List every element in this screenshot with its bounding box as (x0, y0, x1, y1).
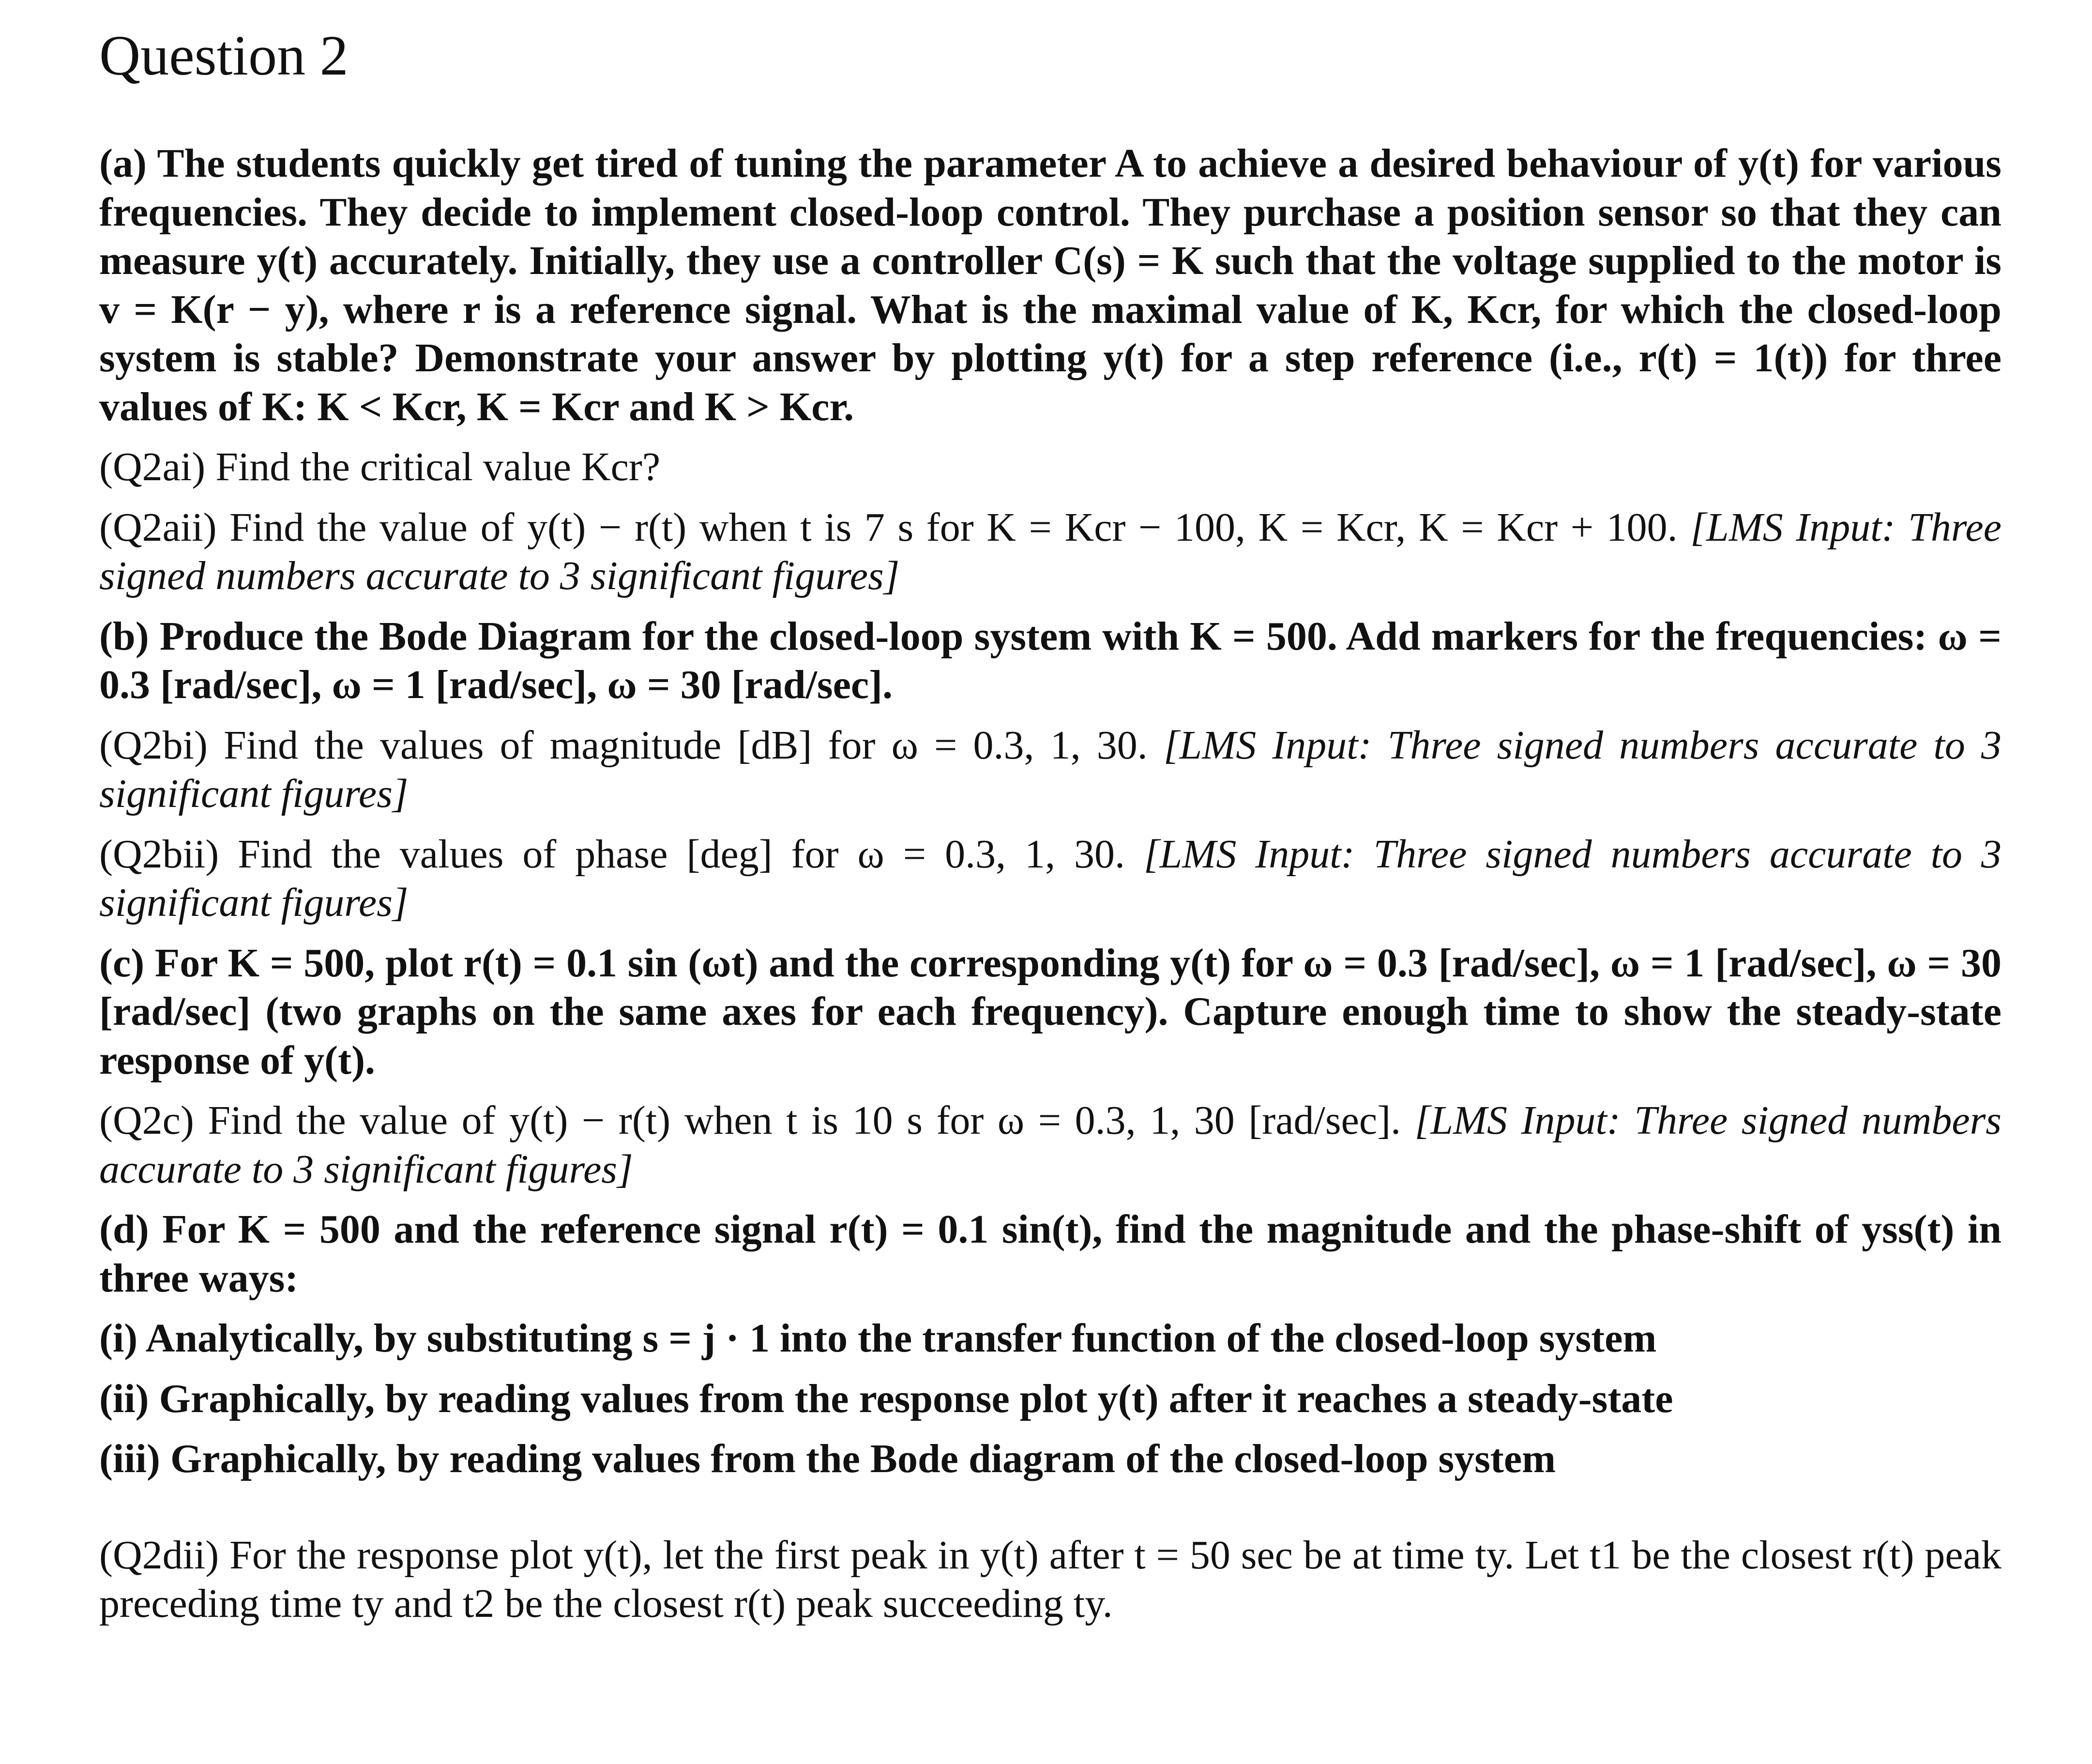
part-c-text: (c) For K = 500, plot r(t) = 0.1 sin (ωt) and the corresponding y(t) for ω = 0.3 [rad/sec], ω = 1 [rad/sec], ω = 30 [rad/sec] (two graphs on the same axes for each frequency). Capture enough time to show the steady-state response of y(t). (99, 940, 2001, 1083)
q2ai-text: (Q2ai) Find the critical value Kcr? (99, 444, 661, 489)
part-d-text: (d) For K = 500 and the reference signal r(t) = 0.1 sin(t), find the magnitude and the phase-shift of yss(t) in three ways: (99, 1207, 2001, 1301)
q2bii-question: (Q2bii) Find the values of phase [deg] for ω = 0.3, 1, 30. (99, 831, 1144, 877)
part-d-ii-text: (ii) Graphically, by reading values from the response plot y(t) after it reaches a steady-state (99, 1376, 1673, 1421)
q2aii-question: (Q2aii) Find the value of y(t) − r(t) when t is 7 s for K = Kcr − 100, K = Kcr, K = Kcr + 100. (99, 504, 1691, 550)
q2bi-question: (Q2bi) Find the values of magnitude [dB] for ω = 0.3, 1, 30. (99, 722, 1164, 768)
q2c-text (99, 1096, 2001, 1194)
q2bi-text (99, 721, 2001, 819)
q2bii-lms-note: [LMS Input: Three signed numbers accurate to 3 significant figures] (99, 831, 2001, 925)
q2dii-text: (Q2dii) For the response plot y(t), let the first peak in y(t) after t = 50 sec be at time ty. Let t1 be the closest r(t) peak preceding time ty and t2 be the closest r(t) peak succeeding ty. (99, 1532, 2001, 1626)
part-d-i-text: (i) Analytically, by substituting s = j · 1 into the transfer function of the closed-loop system (99, 1316, 1657, 1361)
question-title: Question 2 (99, 24, 349, 87)
q2c-lms-note: [LMS Input: Three signed numbers accurate to 3 significant figures] (99, 1098, 2001, 1192)
part-b-text: (b) Produce the Bode Diagram for the closed-loop system with K = 500. Add markers for the frequencies: ω = 0.3 [rad/sec], ω = 1 [rad/sec], ω = 30 [rad/sec]. (99, 613, 2001, 707)
part-d-iii-text: (iii) Graphically, by reading values from the Bode diagram of the closed-loop system (99, 1436, 1556, 1481)
q2aii-text (99, 503, 2001, 601)
part-a-text: (a) The students quickly get tired of tuning the parameter A to achieve a desired behaviour of y(t) for various frequencies. They decide to implement closed-loop control. They purchase a position sensor so that they can measure y(t) accurately. Initially, they use a controller C(s) = K such that the voltage supplied to the motor is v = K(r − y), where r is a reference signal. What is the maximal value of K, Kcr, for which the closed-loop system is stable? Demonstrate your answer by plotting y(t) for a step reference (i.e., r(t) = 1(t)) for three values of K: K < Kcr, K = Kcr and K > Kcr. (99, 141, 2001, 429)
q2aii-lms-note: [LMS Input: Three signed numbers accurate to 3 significant figures] (99, 504, 2001, 598)
q2c-question: (Q2c) Find the value of y(t) − r(t) when t is 10 s for ω = 0.3, 1, 30 [rad/sec]. (99, 1098, 1415, 1143)
q2bii-text (99, 830, 2001, 928)
question-document (99, 19, 2001, 1640)
q2bi-lms-note: [LMS Input: Three signed numbers accurate to 3 significant figures] (99, 722, 2001, 816)
